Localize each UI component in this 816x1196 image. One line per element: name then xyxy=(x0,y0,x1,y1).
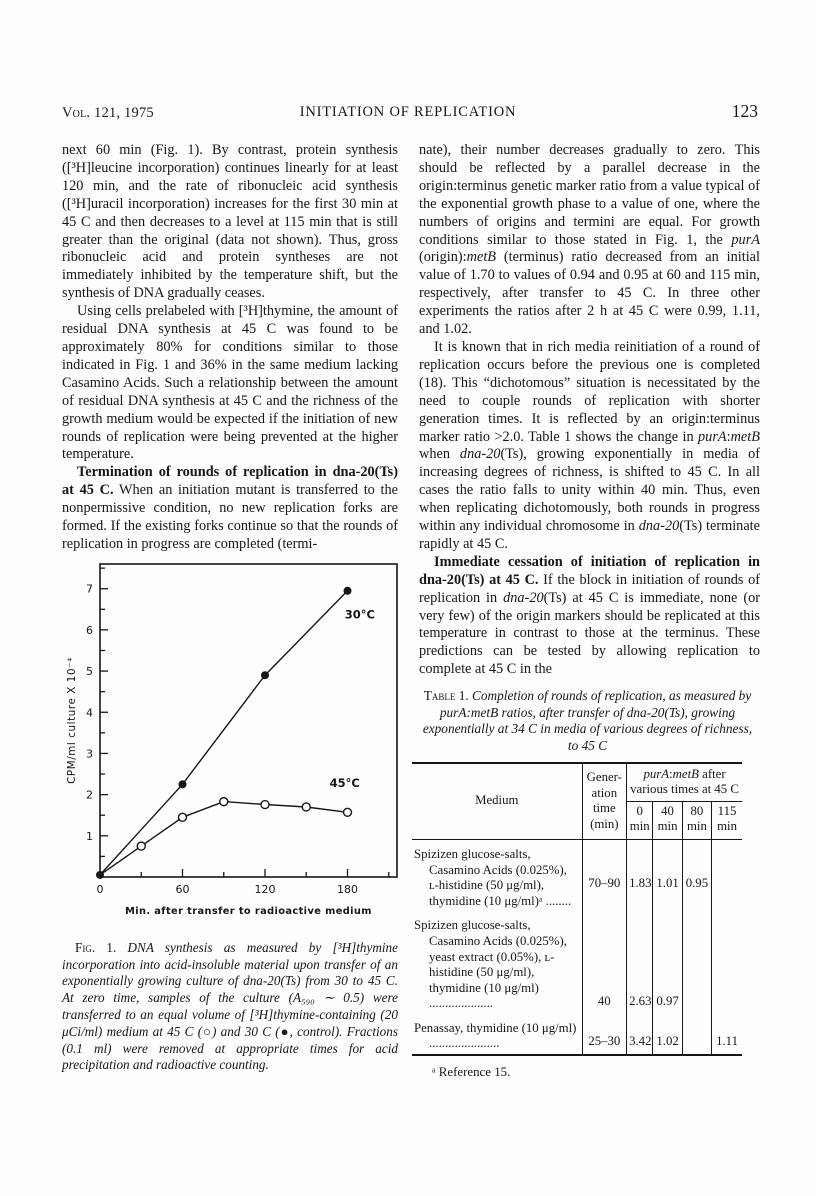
ratio-80min-cell xyxy=(682,911,711,1014)
svg-text:Min. after transfer to radioac: Min. after transfer to radioactive medium xyxy=(125,905,372,917)
table-1 xyxy=(414,688,760,1080)
journal-volume: Vol. 121, 1975 xyxy=(62,105,154,121)
col-header-pura-metb-group: purA:metB after various times at 45 C xyxy=(627,763,742,802)
figure-1 xyxy=(62,559,398,1074)
svg-text:30°C: 30°C xyxy=(344,607,375,622)
svg-text:1: 1 xyxy=(86,829,93,843)
svg-text:60: 60 xyxy=(175,882,190,896)
col-header-40min: 40 min xyxy=(653,801,682,839)
ratio-0min-cell: 2.63 xyxy=(627,911,653,1014)
ratio-40min-cell: 1.01 xyxy=(653,839,682,911)
svg-text:7: 7 xyxy=(86,582,93,596)
ratio-115min-cell xyxy=(712,839,742,911)
paragraph-termination-heading: Termination of rounds of replication in dna-20(Ts) at 45 C. When an initiation mutant is transferred to the nonpermissive condition, no new replication forks are formed. If the existing forks continue so that the rounds of replication in progress are completed (termi- xyxy=(62,464,398,552)
ratio-80min-cell: 0.95 xyxy=(682,839,711,911)
page-number: 123 xyxy=(731,101,758,121)
col-header-80min: 80 min xyxy=(682,801,711,839)
ratio-80min-cell xyxy=(682,1014,711,1055)
svg-text:4: 4 xyxy=(86,706,93,720)
svg-text:45°C: 45°C xyxy=(329,776,360,791)
running-title: INITIATION OF REPLICATION xyxy=(299,104,517,120)
svg-text:120: 120 xyxy=(254,882,276,896)
table-row xyxy=(412,911,742,1014)
table-1-caption: Table 1. Completion of rounds of replication, as measured by purA:metB ratios, after transfer of dna-20(Ts), growing exponentially at 34 C in media of various degrees of richness, to 45 C xyxy=(422,688,753,753)
table-footnote: ᵃ Reference 15. xyxy=(432,1065,511,1080)
ratio-115min-cell: 1.11 xyxy=(716,1034,738,1049)
medium-cell: Spizizen glucose-salts, Casamino Acids (0.025%), ʟ-histidine (50 μg/ml), thymidine (10 μg/ml)ᵃ ........ xyxy=(412,839,582,911)
ratio-115min-cell xyxy=(712,911,742,1014)
medium-cell: Spizizen glucose-salts, Casamino Acids (0.025%), yeast extract (0.05%), ʟ-histidine (50 μg/ml), thymidine (10 μg/ml) .................... xyxy=(412,911,582,1014)
ratio-40min-cell: 0.97 xyxy=(653,911,682,1014)
col-header-generation-time: Gener- ation time (min) xyxy=(582,763,627,840)
col-header-0min: 0 min xyxy=(627,801,653,839)
col-header-medium: Medium xyxy=(412,763,582,840)
svg-text:5: 5 xyxy=(86,664,93,678)
paragraph-marker-ratio: nate), their number decreases gradually to zero. This should be reflected by a parallel decrease in the origin:terminus genetic marker ratio from a value typical of the exponential growth phase to a value of one, where the numbers of origins and termini are equal. For growth conditions similar to those stated in Fig. 1, the purA (origin):metB (terminus) ratio decreased from an initial value of 1.70 to values of 0.94 and 0.95 at 60 and 115 min, respectively, after transfer to 45 C. In three other experiments the ratios after 2 h at 45 C were 0.99, 1.11, and 1.02. xyxy=(419,142,760,338)
col-header-115min: 115 min xyxy=(712,801,742,839)
table-row xyxy=(412,1014,742,1055)
paragraph-continuation: next 60 min (Fig. 1). By contrast, protein synthesis ([³H]leucine incorporation) continues linearly for at least 120 min, and the rate of ribonucleic acid synthesis ([³H]uracil incorporation) increases for the first 30 min at 45 C and then decreases to a level at 115 min that is still greater than the original (data not shown). Thus, gross ribonucleic acid and protein syntheses are not immediately inhibited by the temperature shift, but the synthesis of DNA gradually ceases. xyxy=(62,142,398,302)
left-column xyxy=(62,142,398,1087)
generation-cell: 70–90 xyxy=(582,839,627,911)
ratio-40min-cell: 1.02 xyxy=(653,1014,682,1055)
svg-text:2: 2 xyxy=(86,788,93,802)
paragraph-immediate-cessation: Immediate cessation of initiation of replication in dna-20(Ts) at 45 C. If the block in initiation of rounds of replication in dna-20(Ts) at 45 C is immediate, none (or very few) of the origin markers should be replicated at this temperature in contrast to those at the terminus. These predictions can be tested by allowing replication to complete at 45 C in the xyxy=(419,553,760,678)
fig1-chart xyxy=(62,559,398,931)
medium-cell: Penassay, thymidine (10 μg/ml) ...................... xyxy=(412,1014,582,1055)
paragraph-dichotomous: It is known that in rich media reinitiation of a round of replication occurs before the previous one is completed (18). This “dichotomous” situation is necessitated by the need to couple rounds of replication with shorter generation times. It is reflected by an origin:terminus marker ratio >2.0. Table 1 shows the change in purA:metB when dna-20(Ts), growing exponentially in media of increasing degrees of richness, is shifted to 45 C. In all cases the ratio falls to unity within 40 min. Thus, even when replicating dichotomously, both rounds in progress within any individual chromosome in dna-20(Ts) terminate rapidly at 45 C. xyxy=(419,338,760,552)
generation-cell: 25–30 xyxy=(582,1014,627,1055)
ratio-0min-cell: 3.42 xyxy=(627,1014,653,1055)
table-row xyxy=(412,839,742,911)
svg-text:3: 3 xyxy=(86,747,93,761)
ratio-0min-cell: 1.83 xyxy=(627,839,653,911)
table-1-grid xyxy=(412,762,742,1057)
svg-text:180: 180 xyxy=(337,882,358,896)
svg-text:6: 6 xyxy=(86,623,93,637)
svg-text:0: 0 xyxy=(96,882,104,896)
right-column xyxy=(414,142,760,1080)
paragraph-residual-dna: Using cells prelabeled with [³H]thymine, the amount of residual DNA synthesis at 45 C was found to be approximately 80% for conditions similar to those indicated in Fig. 1 and 36% in the same medium lacking Casamino Acids. Such a relationship between the amount of residual DNA synthesis at 45 C and the richness of the growth medium would be expected if the initiation of new rounds of replication were being prevented at the higher temperature. xyxy=(62,303,398,463)
generation-cell: 40 xyxy=(582,911,627,1014)
svg-text:CPM/ml culture X 10⁻⁴: CPM/ml culture X 10⁻⁴ xyxy=(66,656,78,784)
figure-1-caption: Fig. 1. DNA synthesis as measured by [³H]thymine incorporation into acid-insoluble material upon transfer of an exponentially growing culture of dna-20(Ts) from 30 to 45 C. At zero time, samples of the culture (A₅₉₀ ∼ 0.5) were transferred to an equal volume of [³H]thymine-containing (20 μCi/ml) medium at 45 C (○) and 30 C (●, control). Fractions (0.1 ml) were removed at appropriate times for acid precipitation and radioactive counting. xyxy=(62,939,398,1073)
